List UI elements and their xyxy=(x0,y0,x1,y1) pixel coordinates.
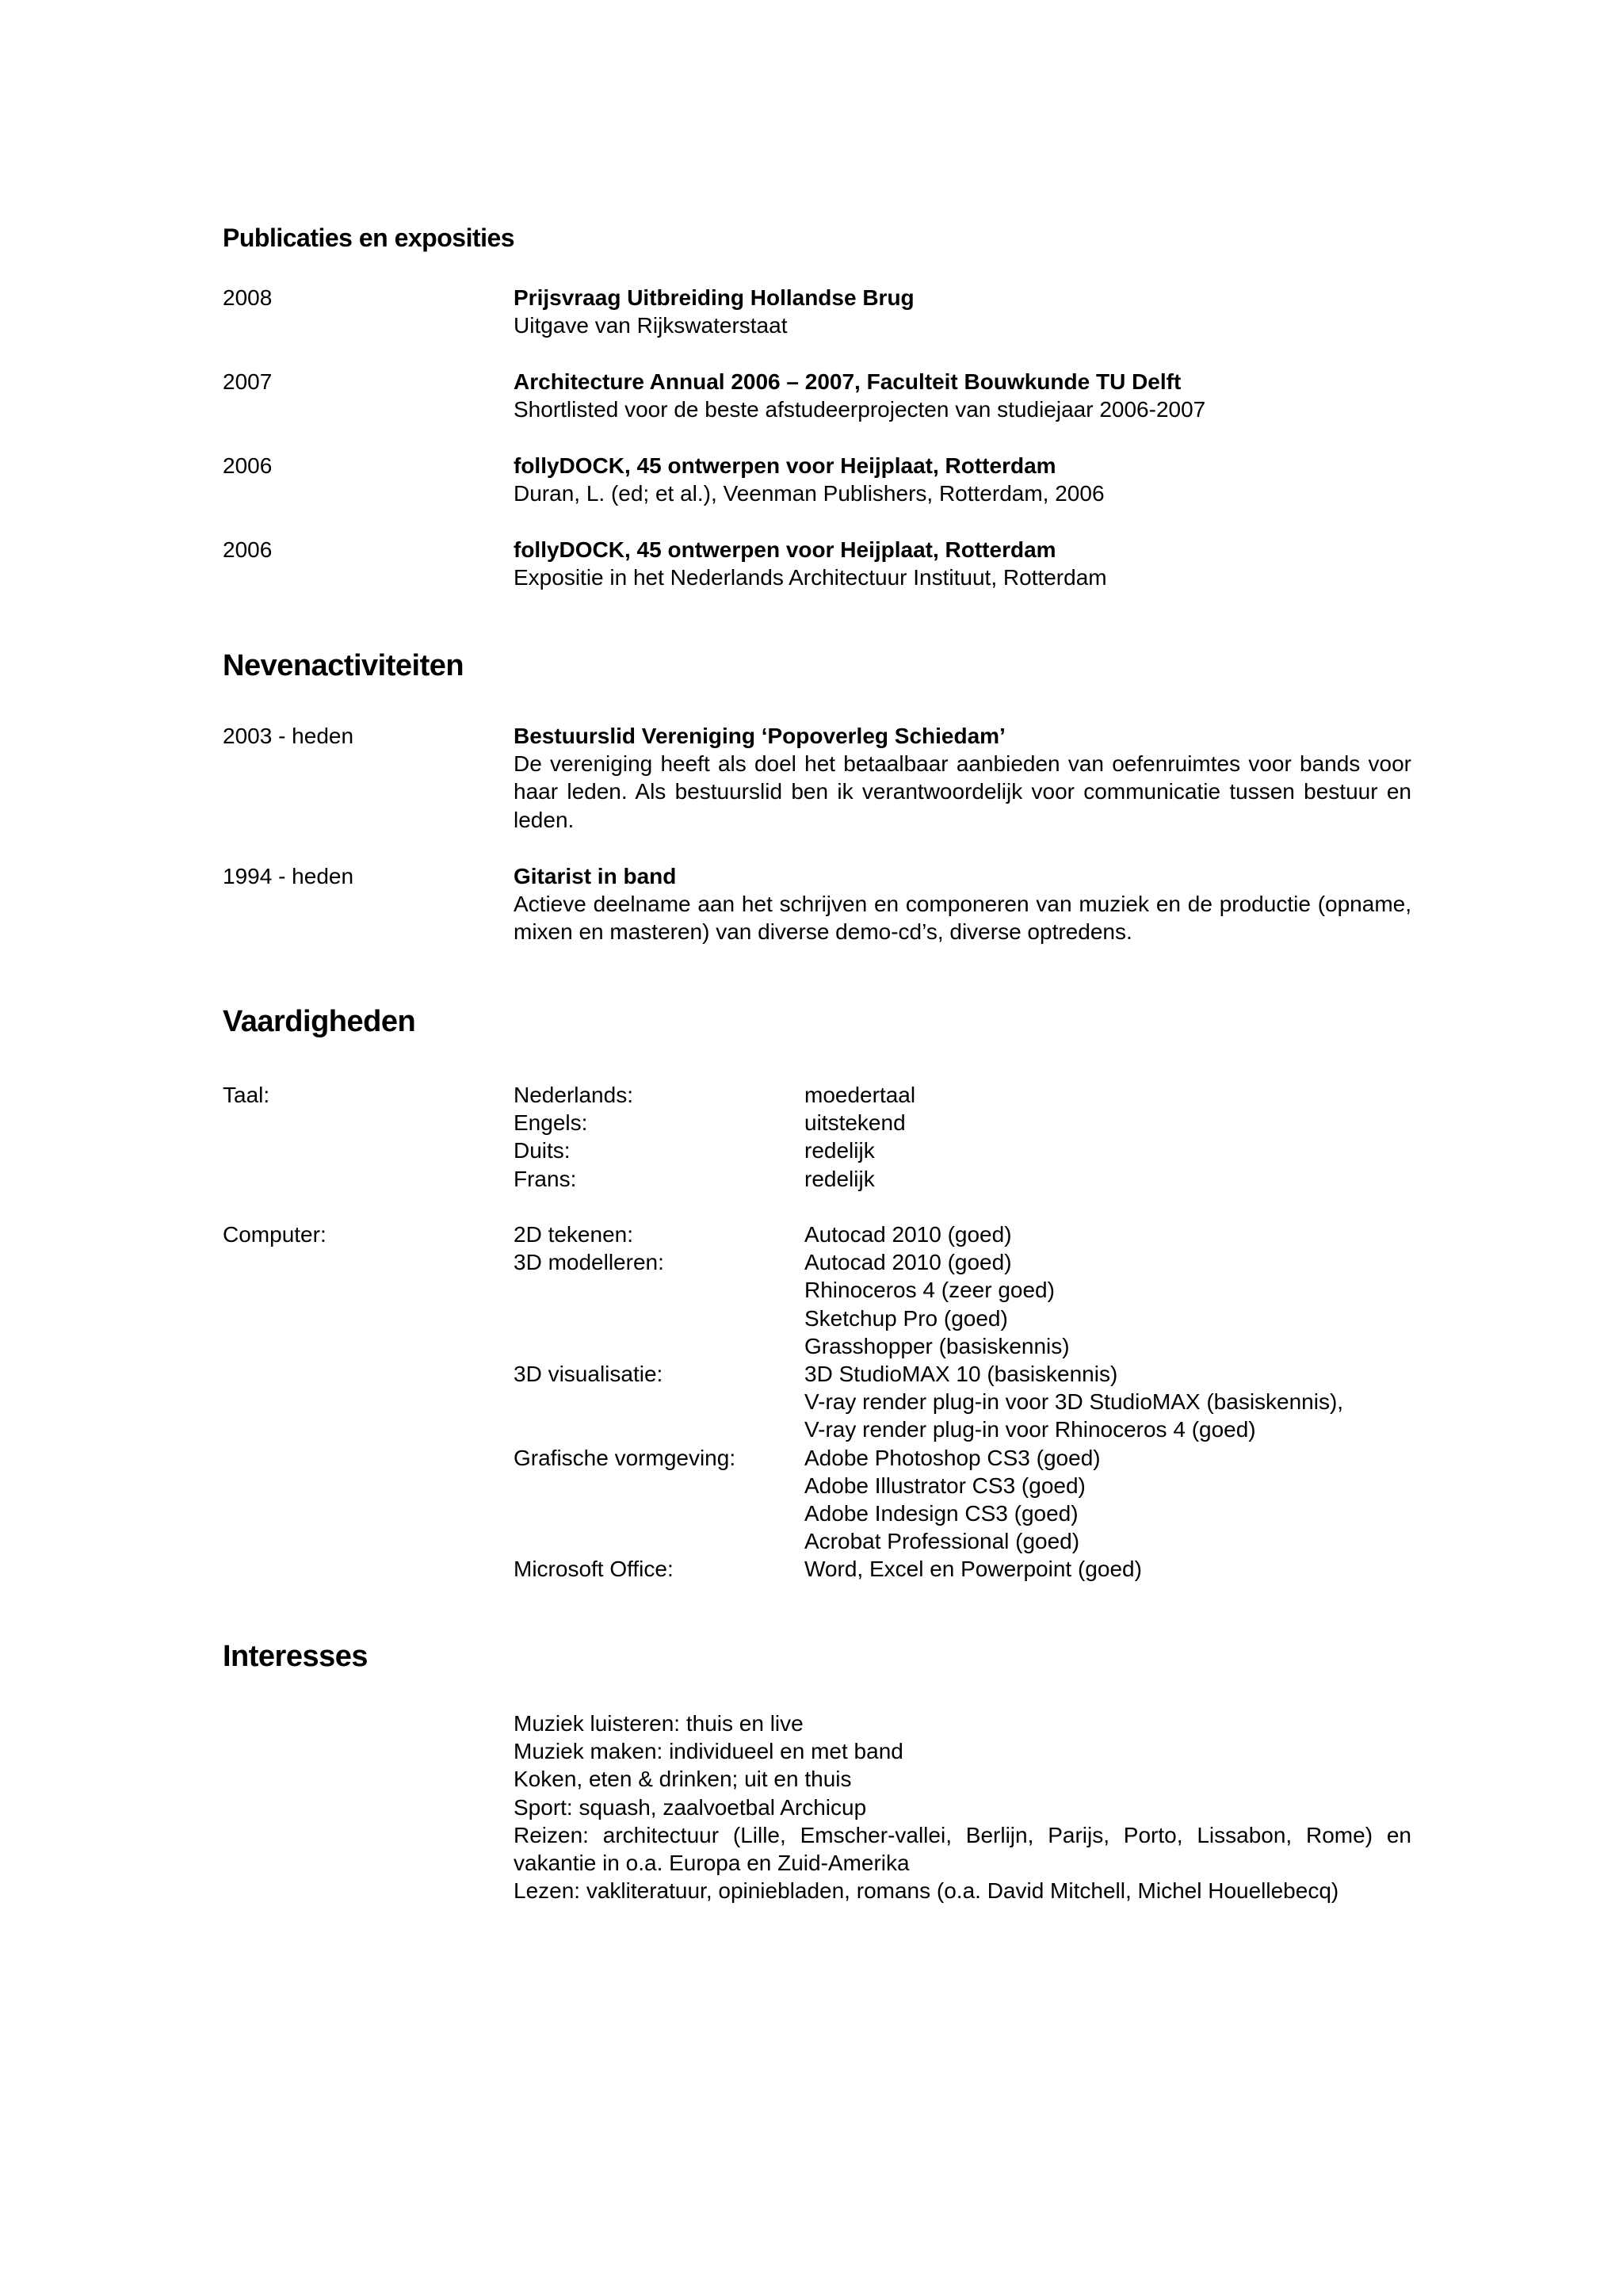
computer-skill-tool: V-ray render plug-in voor Rhinoceros 4 (goed) xyxy=(804,1417,1256,1442)
computer-skill-tool: V-ray render plug-in voor 3D StudioMAX (basiskennis), xyxy=(804,1389,1344,1415)
language-level: moedertaal xyxy=(804,1083,916,1107)
computer-skill-tool: Rhinoceros 4 (zeer goed) xyxy=(804,1278,1055,1303)
computer-skill-category: 3D visualisatie: xyxy=(514,1362,663,1386)
section-title-skills: Vaardigheden xyxy=(223,1005,416,1038)
activity-title: Gitarist in band xyxy=(514,864,677,888)
computer-skill-tool: Grasshopper (basiskennis) xyxy=(804,1333,1070,1358)
publication-year: 2006 xyxy=(223,453,273,478)
computer-skill-tool: Acrobat Professional (goed) xyxy=(804,1529,1080,1554)
publication-year: 2006 xyxy=(223,537,273,562)
language-level: redelijk xyxy=(804,1166,875,1191)
publication-title: follyDOCK, 45 ontwerpen voor Heijplaat, Rotterdam xyxy=(514,537,1056,562)
publication-year: 2008 xyxy=(223,285,273,310)
section-title-activities: Nevenactiviteiten xyxy=(223,649,464,682)
interest-item: Lezen: vakliteratuur, opiniebladen, romans (o.a. David Mitchell, Michel Houellebecq) xyxy=(514,1878,1339,1904)
language-name: Nederlands: xyxy=(514,1083,633,1107)
computer-skill-tool: Adobe Photoshop CS3 (goed) xyxy=(804,1445,1101,1470)
interest-item: Muziek luisteren: thuis en live xyxy=(514,1711,804,1736)
language-label: Taal: xyxy=(223,1083,270,1107)
interest-item: Koken, eten & drinken; uit en thuis xyxy=(514,1767,852,1792)
interest-item: Muziek maken: individueel en met band xyxy=(514,1739,903,1764)
computer-skill-tool: Adobe Indesign CS3 (goed) xyxy=(804,1500,1079,1526)
computer-skill-tool: 3D StudioMAX 10 (basiskennis) xyxy=(804,1362,1118,1386)
interest-item: Sport: squash, zaalvoetbal Archicup xyxy=(514,1794,867,1820)
publication-detail: Expositie in het Nederlands Architectuur Instituut, Rotterdam xyxy=(514,565,1107,590)
activity-description: De vereniging heeft als doel het betaalbaar aanbieden van oefenruimtes voor bands voor haar leden. Als bestuurslid ben ik verantwoordelijk voor communicatie tussen bestuur en leden. xyxy=(514,751,1411,832)
language-level: redelijk xyxy=(804,1138,875,1163)
language-level: uitstekend xyxy=(804,1110,906,1136)
computer-skill-tool: Adobe Illustrator CS3 (goed) xyxy=(804,1473,1086,1498)
publication-year: 2007 xyxy=(223,369,273,394)
language-name: Duits: xyxy=(514,1138,571,1163)
section-title-interests: Interesses xyxy=(223,1640,369,1673)
computer-skill-category: 2D tekenen: xyxy=(514,1222,633,1247)
computer-skill-category: Microsoft Office: xyxy=(514,1557,674,1582)
computer-skill-category: 3D modelleren: xyxy=(514,1250,664,1275)
interest-item: Reizen: architectuur (Lille, Emscher-vallei, Berlijn, Parijs, Porto, Lissabon, Rome) en vakantie in o.a. Europa en Zuid-Amerika xyxy=(514,1822,1411,1876)
activity-period: 2003 - heden xyxy=(223,724,354,748)
activity-title: Bestuurslid Vereniging ‘Popoverleg Schiedam’ xyxy=(514,724,1006,748)
activity-description: Actieve deelname aan het schrijven en componeren van muziek en de productie (opname, mixen en masteren) van diverse demo-cd’s, diverse optredens. xyxy=(514,892,1411,945)
publication-title: follyDOCK, 45 ontwerpen voor Heijplaat, Rotterdam xyxy=(514,453,1056,478)
publication-title: Prijsvraag Uitbreiding Hollandse Brug xyxy=(514,285,915,310)
publication-detail: Shortlisted voor de beste afstudeerprojecten van studiejaar 2006-2007 xyxy=(514,397,1206,422)
publication-title: Architecture Annual 2006 – 2007, Faculteit Bouwkunde TU Delft xyxy=(514,369,1182,394)
activity-period: 1994 - heden xyxy=(223,864,354,888)
computer-skill-tool: Autocad 2010 (goed) xyxy=(804,1250,1012,1275)
computer-skill-tool: Sketchup Pro (goed) xyxy=(804,1305,1008,1331)
computer-skill-tool: Word, Excel en Powerpoint (goed) xyxy=(804,1557,1142,1582)
computer-label: Computer: xyxy=(223,1222,327,1247)
language-name: Engels: xyxy=(514,1110,588,1136)
publication-detail: Uitgave van Rijkswaterstaat xyxy=(514,313,788,338)
computer-skill-tool: Autocad 2010 (goed) xyxy=(804,1222,1012,1247)
language-name: Frans: xyxy=(514,1166,577,1191)
section-title-publications: Publicaties en exposities xyxy=(223,223,515,252)
computer-skill-category: Grafische vormgeving: xyxy=(514,1445,736,1470)
publication-detail: Duran, L. (ed; et al.), Veenman Publishers, Rotterdam, 2006 xyxy=(514,481,1105,506)
